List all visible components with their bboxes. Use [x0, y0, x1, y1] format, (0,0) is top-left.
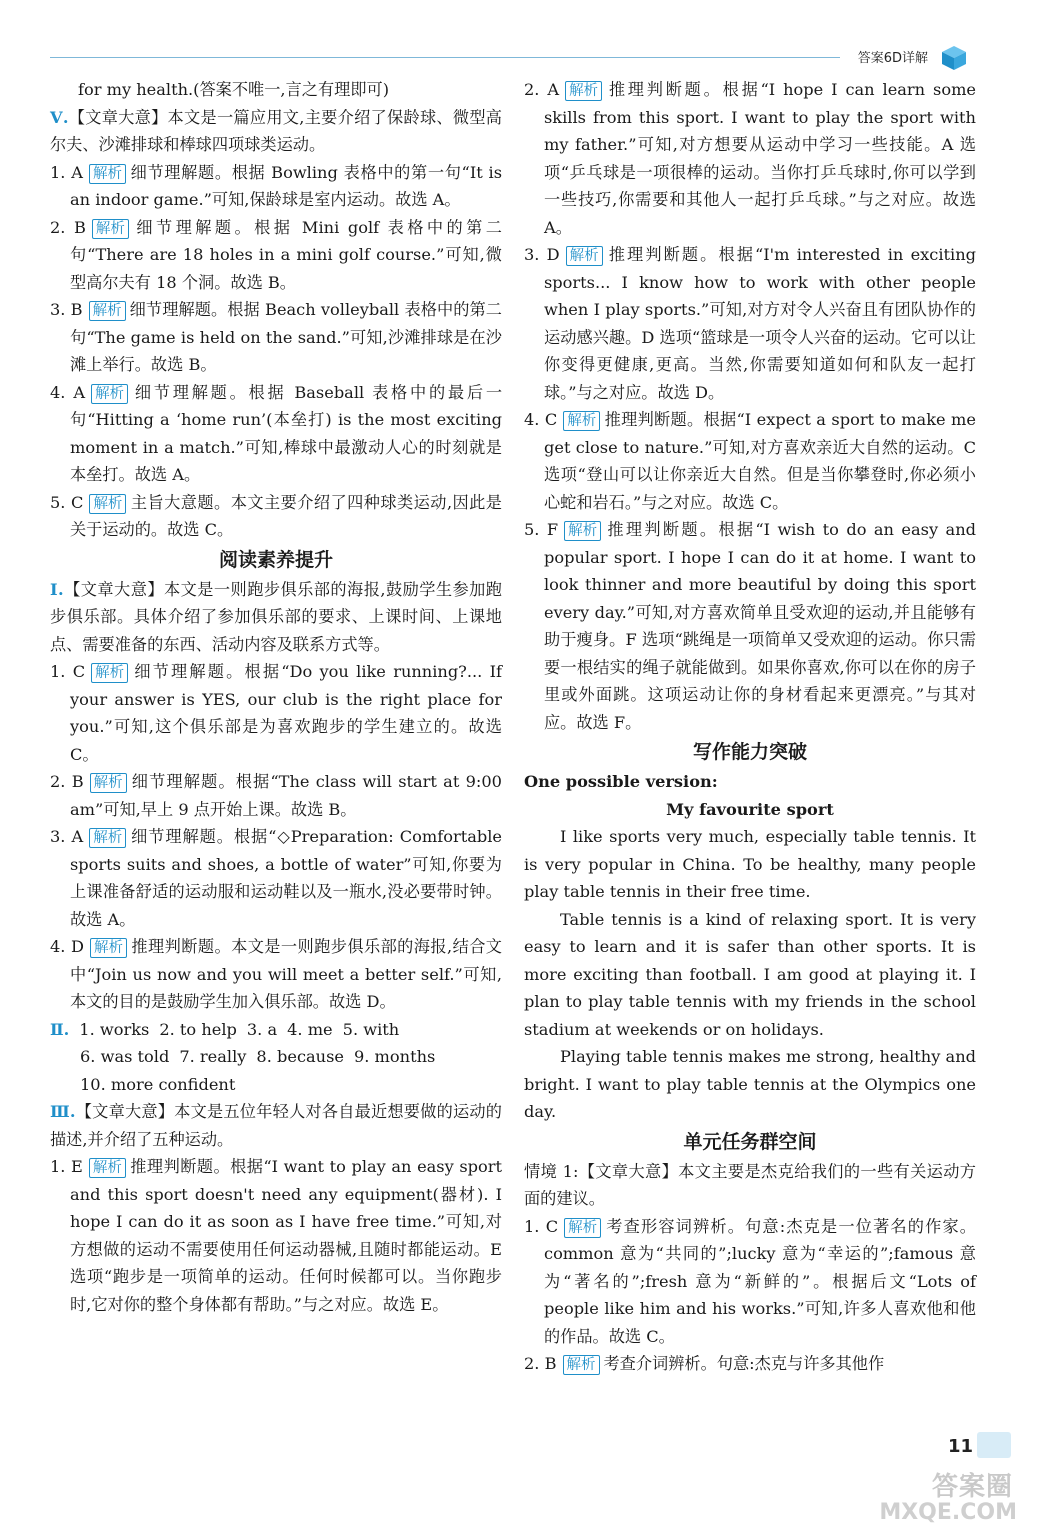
section-iii-intro: [50, 1098, 502, 1153]
answer-text: 推理判断题。根据“I want to play an easy sport and this sport doesn't need any equipment(器材). I hope I can do it as soon as I have free time.”可知,对方想做的运动不需要使用任何运动器械,且随时都能运动。E 选项“跑步是一项简单的运动。任何时候都可以。当你跑步时,它对你的整个身体都有帮助。”与之对应。故选 E。: [70, 1157, 502, 1314]
vocab-row: [50, 1071, 502, 1099]
context-answers: [524, 1213, 976, 1378]
analysis-tag: 解析: [564, 521, 601, 541]
vocab-answer: 9. months: [353, 1047, 436, 1066]
answer-item: [50, 1153, 502, 1318]
version-label: One possible version:: [524, 772, 718, 791]
answer-item: [524, 76, 976, 241]
roman-label: Ⅲ.: [50, 1102, 76, 1121]
vocab-row: [50, 1043, 502, 1071]
answer-number: 4. A: [50, 382, 86, 402]
answer-number: 5. F: [524, 520, 559, 539]
answer-text: 细节理解题。根据 Beach volleyball 表格中的第二句“The game is held on the sand.”可知,沙滩排球是在沙滩上举行。故选 B。: [70, 300, 502, 374]
essay-title: My favourite sport: [666, 799, 834, 819]
vocab-answer: 3. a: [246, 1019, 278, 1039]
analysis-tag: 解析: [563, 1355, 600, 1375]
analysis-tag: 解析: [89, 164, 126, 184]
intro-text: 【文章大意】本文是一篇应用文,主要介绍了保龄球、微型高尔夫、沙滩排球和棒球四项球类运动。: [50, 107, 502, 154]
answer-number: 2. B: [50, 217, 86, 237]
answer-text: 细节理解题。根据“The class will start at 9:00 am”可知,早上 9 点开始上课。故选 B。: [70, 772, 502, 819]
roman-label: Ⅱ.: [50, 1019, 70, 1039]
essay-paragraph: I like sports very much, especially table tennis. It is very popular in China. To be healthy, many people play table tennis in their free time.: [524, 827, 976, 901]
answer-item: [50, 379, 502, 489]
analysis-tag: 解析: [565, 81, 602, 101]
header-label: 答案6D详解: [857, 51, 928, 66]
answer-number: 1. A: [50, 162, 83, 182]
answer-number: 2. B: [50, 772, 84, 791]
answer-number: 1. E: [50, 1157, 83, 1176]
answer-item: [50, 296, 502, 379]
answer-item: [524, 1213, 976, 1351]
vocab-answer: 6. was told: [80, 1047, 170, 1066]
analysis-tag: 解析: [564, 1218, 601, 1238]
analysis-tag: 解析: [90, 773, 127, 793]
analysis-tag: 解析: [89, 828, 126, 848]
answer-item: [524, 1350, 976, 1378]
answer-number: 1. C: [524, 1216, 559, 1236]
answer-number: 3. A: [50, 827, 84, 846]
vocab-answer: 5. with: [342, 1019, 400, 1039]
answer-text: 推理判断题。根据“I hope I can learn some skills from this sport. I want to play the sport with my father.”可知,对方想要从运动中学习一些技能。A 选项“乒乓球是一项很棒的运动。当你打乒乓球时,你可以学到一些技巧,你需要和其他人一起打乒乓球。”与之对应。故选 A。: [544, 80, 976, 237]
page-header: [50, 40, 980, 76]
watermark-logo: 答案圈: [931, 1472, 1013, 1502]
answer-item: [50, 489, 502, 544]
answer-number: 3. D: [524, 245, 560, 264]
answer-item: [524, 241, 976, 406]
answer-text: 推理判断题。根据“I wish to do an easy and popular sport. I hope I can do it at home. I want to look thinner and more beautiful by doing this sport every day.”可知,对方喜欢简单且受欢迎的运动,并且能够有助于瘦身。F 选项“跳绳是一项简单又受欢迎的运动。你只需要一根结实的绳子就能做到。如果你喜欢,你可以在你的房子里或外面跳。这项运动让你的身材看起来更漂亮。”与其对应。故选 F。: [544, 520, 976, 732]
section-v-intro: [50, 104, 502, 159]
roman-label: Ⅰ.: [50, 579, 64, 599]
answer-text: 细节理解题。根据 Baseball 表格中的最后一句“Hitting a ‘home run’(本垒打) is the most exciting moment in a match.”可知,棒球中最激动人心的时刻就是本垒打。故选 A。: [70, 382, 503, 484]
answer-number: 1. C: [50, 662, 86, 681]
section-iii-answers: [50, 1153, 502, 1318]
context-intro: 情境 1:【文章大意】本文主要是杰克给我们的一些有关运动方面的建议。: [524, 1161, 976, 1208]
essay-paragraph: Table tennis is a kind of relaxing sport. It is very easy to learn and it is safer than other sports. It is more exciting than football. I am good at playing it. I plan to play table tennis with my friends in the school stadium at weekends or on holidays.: [524, 909, 976, 1039]
answer-number: 4. C: [524, 410, 558, 429]
header-rule: [50, 57, 840, 58]
answer-number: 2. A: [524, 80, 560, 99]
answer-number: 2. B: [524, 1354, 557, 1373]
section-i-answers: [50, 658, 502, 1016]
continued-line: for my health.(答案不唯一,言之有理即可): [78, 80, 390, 99]
page-number: 11: [947, 1436, 973, 1457]
vocab-row: [50, 1016, 502, 1044]
section-iii-answers-cont: [524, 76, 976, 736]
essay-paragraph: Playing table tennis makes me strong, healthy and bright. I want to play table tennis at the Olympics one day.: [524, 1047, 976, 1121]
intro-text: 【文章大意】本文是一则跑步俱乐部的海报,鼓励学生参加跑步俱乐部。具体介绍了参加俱乐部的要求、上课时间、上课地点、需要准备的东西、活动内容及联系方式等。: [50, 579, 502, 654]
roman-label: Ⅴ.: [50, 107, 69, 127]
analysis-tag: 解析: [89, 494, 126, 514]
answer-number: 3. B: [50, 300, 83, 319]
analysis-tag: 解析: [91, 663, 128, 683]
answer-text: 推理判断题。根据“I'm interested in exciting sports... I know how to work with other people when I play sports.”可知,对方对令人兴奋且有团队协作的运动感兴趣。D 选项“篮球是一项令人兴奋的运动。它可以让你变得更健康,更高。当然,你需要知道如何和队友一起打球。”与之对应。故选 D。: [544, 245, 976, 402]
vocab-answer: 1. works: [79, 1019, 150, 1039]
answer-text: 细节理解题。根据 Bowling 表格中的第一句“It is an indoor game.”可知,保龄球是室内运动。故选 A。: [70, 162, 503, 209]
answer-number: 4. D: [50, 937, 84, 956]
analysis-tag: 解析: [92, 219, 129, 239]
answer-item: [50, 159, 502, 214]
answer-item: [50, 768, 502, 823]
analysis-tag: 解析: [89, 1158, 126, 1178]
vocab-answer: 10. more confident: [80, 1074, 236, 1094]
right-column: [524, 76, 976, 1378]
answer-item: [524, 516, 976, 736]
answer-text: 考查形容词辨析。句意:杰克是一位著名的作家。common 意为“共同的”;lucky 意为“幸运的”;famous 意为“著名的”;fresh 意为“新鲜的”。根据后文“Lots of people like him and his works.”可知,许多人喜欢他和他的作品。故选 C。: [544, 1216, 976, 1346]
analysis-tag: 解析: [566, 246, 603, 266]
section-ii-answers: [50, 1016, 502, 1099]
watermark-url: MXQE.COM: [879, 1500, 1017, 1525]
page-number-badge: [977, 1432, 1011, 1458]
answer-text: 推理判断题。本文是一则跑步俱乐部的海报,结合文中“Join us now and you will meet a better self.”可知,本文的目的是鼓励学生加入俱乐部。故选 D。: [70, 937, 502, 1011]
section-v-answers: [50, 159, 502, 544]
section-heading-unit-tasks: 单元任务群空间: [683, 1130, 817, 1153]
vocab-answer: 4. me: [287, 1019, 333, 1039]
answer-text: 细节理解题。根据“◇Preparation: Comfortable sports suits and shoes, a bottle of water”可知,你要为上课准备舒适的运动服和运动鞋以及一瓶水,没必要带时钟。故选 A。: [70, 827, 502, 929]
left-column: [50, 76, 502, 1318]
analysis-tag: 解析: [90, 938, 127, 958]
vocab-answer: 2. to help: [159, 1019, 237, 1039]
answer-text: 考查介词辨析。句意:杰克与许多其他作: [603, 1354, 885, 1373]
analysis-tag: 解析: [563, 411, 600, 431]
vocab-answer: 7. really: [179, 1047, 247, 1066]
vocab-answer: 8. because: [256, 1047, 344, 1066]
answer-item: [50, 933, 502, 1016]
section-heading-writing: 写作能力突破: [692, 741, 807, 763]
answer-item: [524, 406, 976, 516]
answer-text: 细节理解题。根据“Do you like running?... If your answer is YES, our club is the right place for you.”可知,这个俱乐部是为喜欢跑步的学生建立的。故选 C。: [70, 662, 502, 764]
answer-item: [50, 214, 502, 297]
section-heading-reading: 阅读素养提升: [218, 548, 333, 571]
analysis-tag: 解析: [91, 384, 128, 404]
answer-text: 细节理解题。根据 Mini golf 表格中的第二句“There are 18 holes in a mini golf course.”可知,微型高尔夫有 18 个洞。故选 B。: [70, 217, 502, 292]
analysis-tag: 解析: [89, 301, 126, 321]
section-i-intro: [50, 576, 502, 659]
answer-item: [50, 823, 502, 933]
answer-text: 主旨大意题。本文主要介绍了四种球类运动,因此是关于运动的。故选 C。: [70, 492, 502, 539]
intro-text: 【文章大意】本文是五位年轻人对各自最近想要做的运动的描述,并介绍了五种运动。: [50, 1102, 502, 1149]
answer-item: [50, 658, 502, 768]
cube-icon: [940, 44, 968, 72]
answer-number: 5. C: [50, 492, 84, 512]
answer-text: 推理判断题。根据“I expect a sport to make me get close to nature.”可知,对方喜欢亲近大自然的运动。C 选项“登山可以让你亲近大自然。但是当你攀登时,你必须小心蛇和岩石。”与之对应。故选 C。: [544, 410, 976, 512]
